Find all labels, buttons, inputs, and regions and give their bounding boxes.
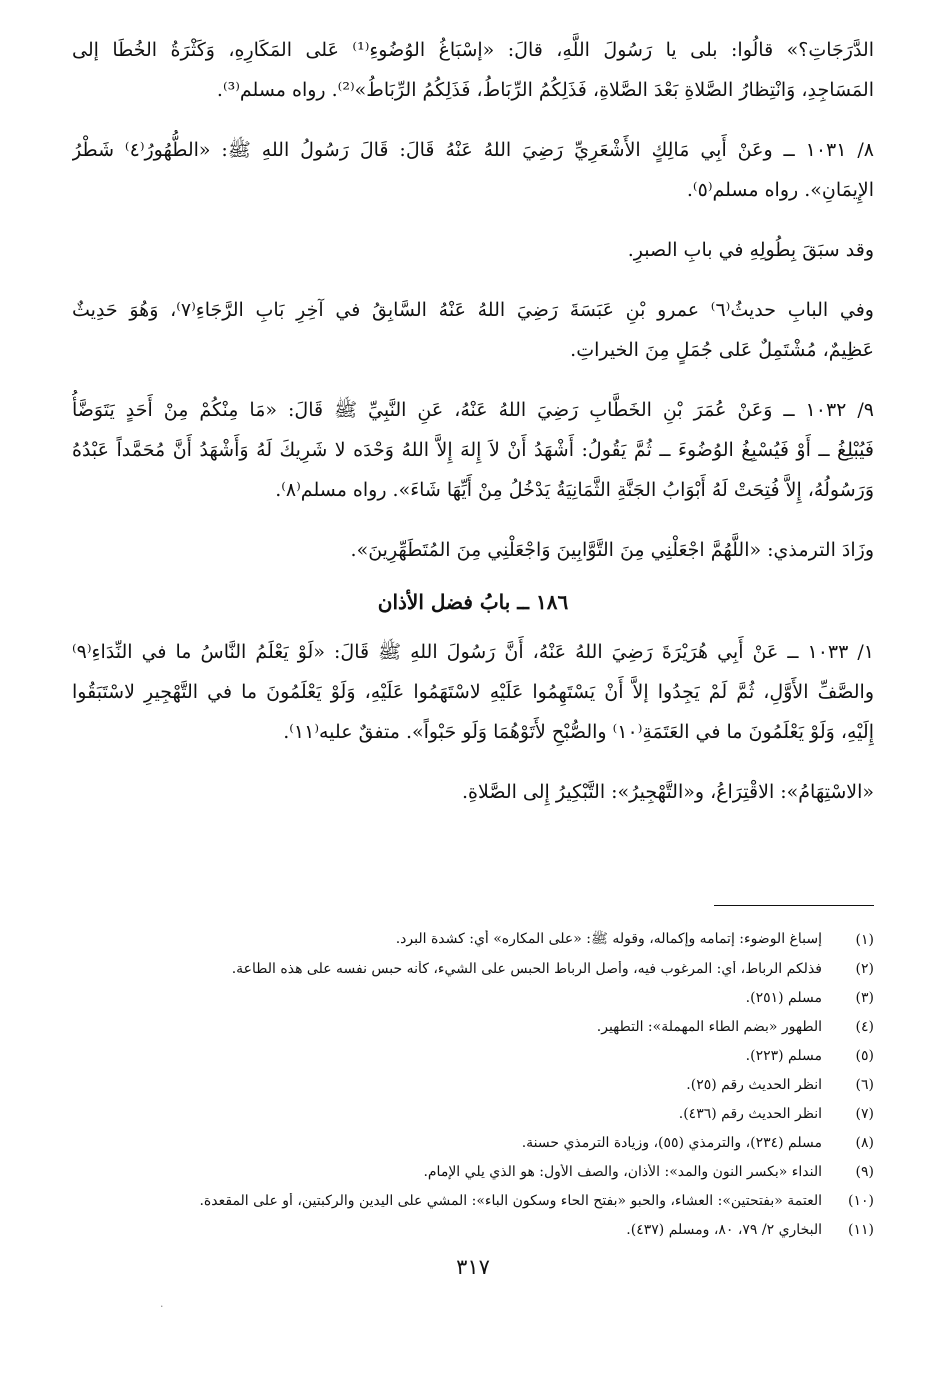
paragraph-hadith-1031	[72, 130, 874, 210]
text-line: الإِيمَانِ». رواه مسلم⁽٥⁾.	[686, 179, 874, 201]
paragraph-tirmidhi-addition	[72, 530, 874, 570]
chapter-title: ١٨٦ ــ بابُ فضل الأذان	[377, 590, 569, 614]
footnote-divider	[714, 905, 874, 906]
footnote-number: (١)	[855, 931, 874, 948]
footnote-item	[72, 1099, 874, 1128]
text-line: «الاسْتِهَامُ»: الاقْتِرَاعُ، و«التَّهْجِيرُ»: التَّبْكِيرُ إِلى الصَّلاةِ.	[462, 781, 874, 803]
text-line: والصَّفِّ الأَوَّلِ، ثُمَّ لَمْ يَجِدُوا إلاَّ أَنْ يَسْتَهِمُوا عَلَيْهِ لاسْتَهَمُوا عَلَيْهِ، وَلَوْ يَعْلَمُونَ ما في التَّهْجِيرِ لاسْتَبَقُوا	[72, 681, 874, 703]
text-line: إِلَيْهِ، وَلَوْ يَعْلَمُونَ ما في العَتَمَةِ⁽١٠⁾ والصُّبْحِ لأَتَوْهُمَا وَلَو حَبْواً». متفقٌ عليه⁽١١⁾.	[283, 721, 874, 743]
footnote-text: انظر الحديث رقم (٢٥).	[686, 1076, 822, 1093]
footnote-number: (٤)	[855, 1018, 874, 1035]
footnote-item	[72, 954, 874, 983]
footnote-text: العتمة «بفتحتين»: العشاء، والحبو «بفتح الحاء وسكون الباء»: المشي على اليدين والركبتين، أو على المقعدة.	[199, 1192, 822, 1209]
paragraph-note-amr-bin-abasa	[72, 290, 874, 370]
footnote-text: الطهور «بضم الطاء المهملة»: التطهير.	[596, 1018, 822, 1035]
text-line: الدَّرَجَاتِ؟» قالُوا: بلى يا رَسُولَ اللَّهِ، قالَ: «إسْبَاغُ الوُضُوءِ⁽¹⁾ عَلى المَكَارِهِ، وَكَثْرَةُ الخُطَا إلى	[72, 39, 874, 61]
footnote-number: (٢)	[855, 960, 874, 977]
paragraph-hadith-1033	[72, 632, 874, 752]
footnote-item	[72, 1070, 874, 1099]
text-line: وقد سبَقَ بِطُولِهِ في بابِ الصبرِ.	[627, 239, 874, 261]
footnote-text: مسلم (٢٢٣).	[745, 1047, 822, 1064]
text-line: فَيُبْلِغُ ــ أَوْ فَيُسْبِغُ الوُضُوءَ ــ ثُمَّ يَقُولُ: أَشْهَدُ أَنْ لاَ إِلهَ إِلاَّ اللهُ وَحْدَه لا شَرِيكَ لَهُ وَأَشْهَدُ أَنَّ مُحَمَّداً عَبْدُهُ	[72, 439, 874, 461]
text-line: المَسَاجِدِ، وَانْتِظارُ الصَّلاةِ بَعْدَ الصَّلاةِ، فَذَلِكُمُ الرِّبَاطُ، فَذَلِكُمُ الرِّبَاطُ»⁽²⁾. رواه مسلم⁽³⁾.	[216, 79, 874, 101]
text-line: ٨/ ١٠٣١ ــ وعَنْ أَبِي مَالِكٍ الأَشْعَرِيِّ رَضِيَ اللهُ عَنْهُ قَالَ: قَالَ رَسُولُ اللهِ ﷺ: «الطُّهُورُ⁽٤⁾ شَطْرُ	[72, 139, 874, 161]
page-content	[72, 30, 874, 1377]
footnote-item	[72, 1215, 874, 1244]
footnote-item	[72, 925, 874, 954]
footnote-number: (٨)	[855, 1134, 874, 1151]
footnote-item	[72, 1041, 874, 1070]
footnotes	[72, 925, 874, 1244]
footnote-number: (٧)	[855, 1105, 874, 1122]
text-line: عَظِيمٌ، مُشْتَمِلٌ عَلى جُمَلٍ مِنَ الخيراتِ.	[570, 339, 874, 361]
text-line: ٩/ ١٠٣٢ ــ وَعَنْ عُمَرَ بْنِ الخَطَّابِ رَضِيَ اللهُ عَنْهُ، عَنِ النَّبِيِّ ﷺ قَالَ: «مَا مِنْكُمْ مِنْ أَحَدٍ يَتَوَضَّأُ	[72, 399, 874, 421]
paragraph-note-sabr	[72, 230, 874, 270]
footnote-text: النداء «بكسر النون والمد»: الأذان، والصف الأول: هو الذي يلي الإمام.	[423, 1163, 822, 1180]
page-number: ٣١٧	[456, 1255, 490, 1279]
paragraph-hadith-1032	[72, 390, 874, 510]
footnote-item	[72, 1157, 874, 1186]
paragraph-definitions	[72, 772, 874, 812]
footnote-item	[72, 1186, 874, 1215]
text-line: وزَادَ الترمذي: «اللَّهُمَّ اجْعَلْنِي مِنَ التَّوَّابِينَ وَاجْعَلْنِي مِنَ المُتَطَهِّرِينَ».	[350, 539, 874, 561]
footnote-text: إسباغ الوضوء: إتمامه وإكماله، وقوله ﷺ: «على المكاره» أي: كشدة البرد.	[395, 930, 822, 947]
scan-speck: ·	[160, 1300, 164, 1313]
footnote-number: (٦)	[855, 1076, 874, 1093]
footnote-text: مسلم (٢٣٤)، والترمذي (٥٥)، وزيادة الترمذي حسنة.	[521, 1134, 822, 1151]
footnote-item	[72, 1128, 874, 1157]
footnote-item	[72, 1012, 874, 1041]
footnote-text: فذلكم الرباط، أي: المرغوب فيه، وأصل الرباط الحبس على الشيء، كأنه حبس نفسه على هذه الطاعة.	[231, 960, 822, 977]
footnote-text: انظر الحديث رقم (٤٣٦).	[678, 1105, 822, 1122]
text-line: وفي البابِ حديثُ⁽٦⁾ عمرو بْنِ عَبَسَةَ رَضِيَ اللهُ عَنْهُ السَّابِقُ في آخِرِ بَابِ الرَّجَاءِ⁽٧⁾، وَهُوَ حَدِيثٌ	[72, 299, 874, 321]
text-line: وَرَسُولُهُ، إِلاَّ فُتِحَتْ لَهُ أَبْوَابُ الجَنَّةِ الثَّمَانِيَةُ يَدْخُلُ مِنْ أَيِّهَا شَاءَ». رواه مسلم⁽٨⁾.	[275, 479, 874, 501]
footnote-text: البخاري ٢/ ٧٩، ٨٠، ومسلم (٤٣٧).	[626, 1221, 822, 1238]
footnote-number: (٩)	[855, 1163, 874, 1180]
footnote-item	[72, 983, 874, 1012]
footnote-number: (٥)	[855, 1047, 874, 1064]
text-line: ١/ ١٠٣٣ ــ عَنْ أَبِي هُرَيْرَةَ رَضِيَ اللهُ عَنْهُ، أَنَّ رَسُولَ اللهِ ﷺ قَالَ: «لَوْ يَعْلَمُ النَّاسُ ما في النِّدَاءِ⁽٩⁾	[72, 641, 874, 663]
paragraph-hadith-1030-end	[72, 30, 874, 110]
footnote-number: (١٠)	[848, 1192, 874, 1209]
footnote-text: مسلم (٢٥١).	[745, 989, 822, 1006]
footnote-number: (١١)	[848, 1221, 874, 1238]
footnote-number: (٣)	[855, 989, 874, 1006]
